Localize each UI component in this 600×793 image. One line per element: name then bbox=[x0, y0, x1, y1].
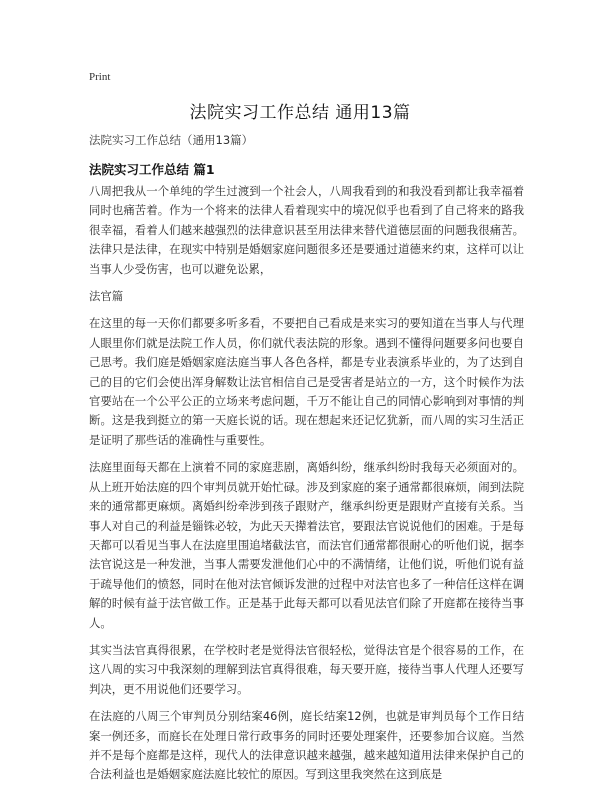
print-link[interactable]: Print bbox=[89, 71, 111, 83]
paragraph-4: 其实当法官真得很累，在学校时老是觉得法官很轻松，觉得法官是个很容易的工作，在这八周的实习中我深刻的理解到法官真得很难，每天要开庭，接待当事人代理人还要写判决，更不用说他们还要学习。 bbox=[89, 642, 524, 696]
document-subtitle: 法院实习工作总结（通用13篇） bbox=[89, 133, 254, 147]
section-heading: 法院实习工作总结 篇1 bbox=[89, 162, 215, 177]
paragraph-2: 在这里的每一天你们都要多听多看，不要把自己看成是来实习的要知道在当事人与代理人眼里你们就是法院工作人员，你们就代表法院的形象。遇到不懂得问题要多问也要自己思考。我们庭是婚姻家庭法庭当事人各色各样，都是专业表演系毕业的，为了达到自己的目的它们会使出浑身解数让法官相信自己是受害者是站立的一方，这个时候作为法官要站在一个公平公正的立场来考虑问题，千万不能让自己的同情心影响到对事情的判断。这是我到挺立的第一天庭长说的话。现在想起来还记忆犹新，而八周的实习生活正是证明了那些话的准确性与重要性。 bbox=[89, 316, 524, 447]
paragraph-1: 八周把我从一个单纯的学生过渡到一个社会人，八周我看到的和我没看到都让我幸福着同时也痛苦着。作为一个将来的法律人看着现实中的境况似乎也看到了自己将来的路我很幸福，看着人们越来越强烈的法律意识甚至用法律来替代道德层面的问题我很痛苦。法律只是法律，在现实中特别是婚姻家庭问题很多还是要通过道德来约束，这样可以让当事人少受伤害，也可以避免讼累， bbox=[89, 184, 524, 276]
document-body bbox=[89, 182, 524, 793]
paragraph-3: 法庭里面每天都在上演着不同的家庭悲剧，离婚纠纷，继承纠纷时我每天必须面对的。从上班开始法庭的四个审判员就开始忙碌。涉及到家庭的案子通常都很麻烦，闹到法院来的通常都更麻烦。离婚纠纷牵涉到孩子跟财产，继承纠纷更是跟财产直接有关系。当事人对自己的利益是锱铢必较，为此天天撵着法官，要跟法官说说他们的困难。于是每天都可以看见当事人在法庭里围追堵截法官，而法官们通常都很耐心的听他们说，据李法官说这是一种发泄，当事人需要发泄他们心中的不满情绪，让他们说，听他们说有益于疏导他们的愤怒，同时在他对法官倾诉发泄的过程中对法官也多了一种信任这样在调解的时候有益于法官做工作。正是基于此每天都可以看见法官们除了开庭都在接待当事人。 bbox=[89, 460, 524, 630]
page-title: 法院实习工作总结 通用13篇 bbox=[189, 103, 411, 123]
subsection-label: 法官篇 bbox=[89, 289, 124, 304]
paragraph-5: 在法庭的八周三个审判员分别结案46例，庭长结案12例，也就是审判员每个工作日结案一例还多，而庭长在处理日常行政事务的同时还要处理案件，还要参加合议庭。当然并不是每个庭都是这样，现代人的法律意识越来越强，越来越知道用法律来保护自己的合法利益也是婚姻家庭法庭比较忙的原因。写到这里我突然在这到底是 bbox=[89, 709, 524, 782]
